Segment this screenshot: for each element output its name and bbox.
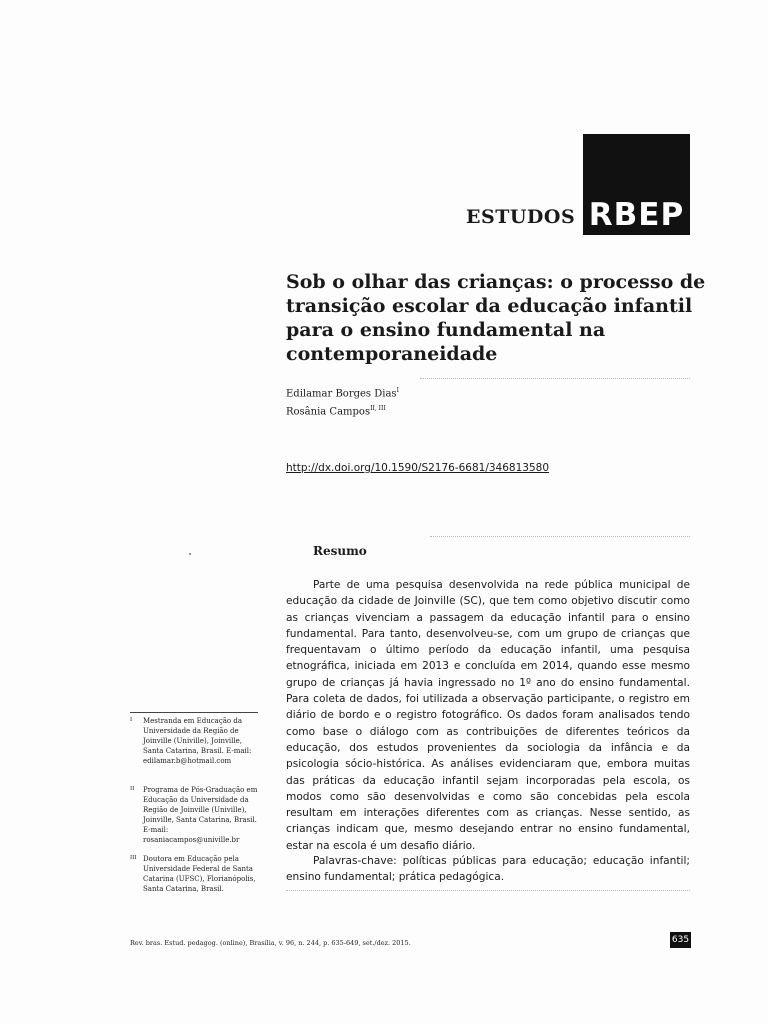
author: Rosânia Campos$^{II, III}$ bbox=[286, 405, 386, 418]
divider bbox=[420, 378, 690, 379]
footnote-text: Doutora em Educação pela Universidade Federal de Santa Catarina (UFSC), Florianópolis, Santa Catarina, Brasil. bbox=[143, 855, 256, 893]
scan-speck bbox=[189, 553, 191, 555]
author-list bbox=[286, 383, 399, 420]
article-title: Sob o olhar das crianças: o processo de transição escolar da educação infantil para o ensino fundamental na contemporaneidade bbox=[286, 271, 706, 365]
journal-logo-text: RBEP bbox=[588, 197, 685, 233]
footnote-text: Programa de Pós-Graduação em Educação da Universidade da Região de Joinville (Univille), Joinville, Santa Catarina, Brasil. E-mail: rosaniacampos@univille.br bbox=[143, 786, 258, 844]
footnote-mark: III bbox=[130, 855, 137, 861]
footnote-mark: I bbox=[130, 717, 133, 723]
footnote bbox=[130, 854, 260, 894]
footnote bbox=[130, 785, 260, 845]
journal-logo bbox=[583, 134, 690, 235]
section-label: ESTUDOS bbox=[466, 206, 576, 228]
journal-citation: Rev. bras. Estud. pedagog. (online), Brasília, v. 96, n. 244, p. 635-649, set./dez. 2015. bbox=[130, 939, 411, 947]
footnote-rule bbox=[130, 712, 258, 713]
author: Edilamar Borges Dias$^I$ bbox=[286, 387, 399, 400]
keywords: Palavras-chave: políticas públicas para educação; educação infantil; ensino fundamental; prática pedagógica. bbox=[286, 855, 690, 884]
doi-link[interactable]: http://dx.doi.org/10.1590/S2176-6681/346813580 bbox=[286, 462, 550, 474]
author-affiliation-mark: II, III bbox=[370, 405, 386, 413]
abstract-body: Parte de uma pesquisa desenvolvida na rede pública municipal de educação da cidade de Joinville (SC), que tem como objetivo discutir como as crianças vivenciam a passagem da educação infantil para o ensino fundamental. Para tanto, desenvolveu-se, com um grupo de crianças que frequentavam o último período da educação infantil, uma pesquisa etnográfica, iniciada em 2013 e concluída em 2014, quando esse mesmo grupo de crianças já havia ingressado no 1º ano do ensino fundamental. Para coleta de dados, foi utilizada a observação participante, o registro em diário de bordo e o registro fotográfico. Os dados foram analisados tendo como base o diálogo com as contribuições de diferentes teóricos da educação, dos estudos provenientes da sociologia da infância e da psicologia sócio-histórica. As análises evidenciaram que, embora muitas das práticas da educação infantil sejam incorporadas pela escola, os modos como são desenvolvidas e como são concebidas pela escola resultam em interações diferentes com as crianças. Nesse sentido, as crianças indicam que, mesmo desejando entrar no ensino fundamental, estar na escola é um desafio diário. bbox=[286, 579, 690, 852]
author-affiliation-mark: I bbox=[396, 387, 399, 394]
footnote-mark: II bbox=[130, 786, 135, 792]
footnote-text: Mestranda em Educação da Universidade da Região de Joinville (Univille), Joinville, Santa Catarina, Brasil. E-mail: edilamar.b@hotmail.com bbox=[143, 717, 252, 765]
divider bbox=[430, 536, 690, 537]
divider bbox=[286, 890, 690, 891]
abstract-heading: Resumo bbox=[313, 544, 367, 558]
page-number: 635 bbox=[670, 932, 691, 948]
footnote bbox=[130, 716, 260, 766]
